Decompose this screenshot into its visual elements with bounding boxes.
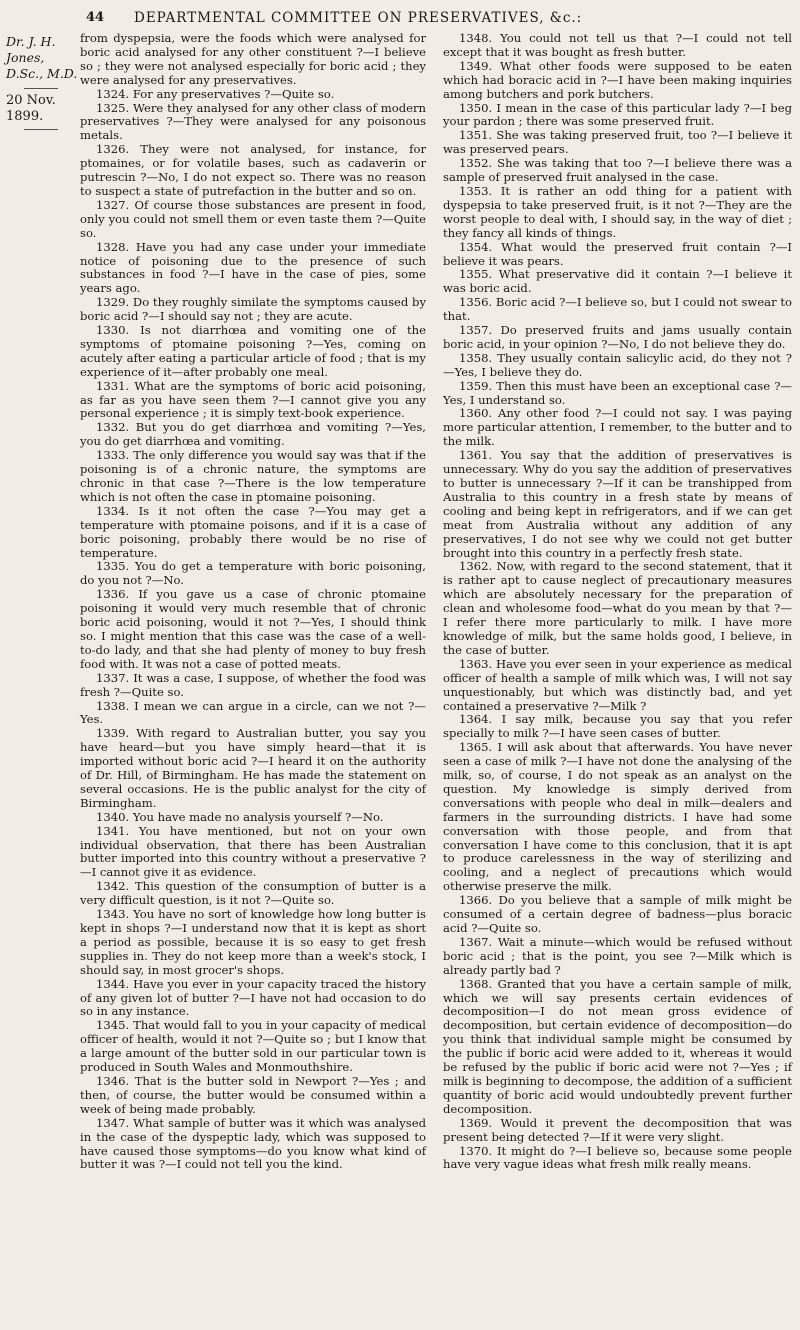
paragraph: 1332. But you do get diarrhœa and vomiting ?—Yes, you do get diarrhœa and vomiting. [80, 420, 426, 449]
paragraph: 1363. Have you ever seen in your experience as medical officer of health a sample of milk which was, I will not say unquestionably, but which was distinctly bad, and yet contained a preservative ?—Milk ? [443, 656, 792, 713]
margin-divider [24, 129, 58, 130]
paragraph: 1342. This question of the consumption of butter is a very difficult question, is it not ?—Quite so. [80, 879, 426, 908]
hearing-date: 20 Nov. 1899. [6, 93, 56, 124]
paragraph: 1344. Have you ever in your capacity traced the history of any given lot of butter ?—I have not had occasion to do so in any instance. [80, 976, 426, 1019]
paragraph: 1366. Do you believe that a sample of milk might be consumed of a certain degree of badness—plus boracic acid ?—Quite so. [443, 893, 792, 935]
paragraph: 1347. What sample of butter was it which was analysed in the case of the dyspeptic lady, which was supposed to have caused those symptoms—do you know what kind of butter it was ?—I could not tell you the kind. [80, 1115, 426, 1172]
paragraph: 1365. I will ask about that afterwards. You have never seen a case of milk ?—I have not done the analysing of the milk, so, of course, I do not speak as an analyst on the question. My knowledge is simply derived from conversations with people who deal in milk—dealers and farmers in the surrounding districts. I have had some conversation with those people, and from that conversation I have come to this conclusion, that it is apt to produce carelessness in the way of sterilizing and cooling, and a neglect of precautions which would otherwise preserve the milk. [443, 740, 792, 894]
paragraph: 1326. They were not analysed, for instance, for ptomaines, or for volatile bases, such as cadaverin or putrescin ?—No, I do not expect so. There was no reason to suspect a state of putrefaction in the butter and so on. [80, 142, 426, 198]
paragraph: 1350. I mean in the case of this particular lady ?—I beg your pardon ; there was some preserved fruit. [443, 100, 792, 129]
paragraph: 1352. She was taking that too ?—I believe there was a sample of preserved fruit analysed in the case. [443, 156, 792, 185]
paragraph: 1353. It is rather an odd thing for a patient with dyspepsia to take preserved fruit, is it not ?—They are the worst people to deal with, I should say, in the way of diet ; they fancy all kinds of things. [443, 183, 792, 240]
paragraph: 1369. Would it prevent the decomposition that was present being detected ?—If it were very slight. [443, 1115, 792, 1144]
paragraph: from dyspepsia, were the foods which were analysed for boric acid analysed for any other constituent ?—I believe so ; they were not analysed especially for boric acid ; they were analysed for any preservatives. [80, 31, 426, 87]
paragraph: 1370. It might do ?—I believe so, because some people have very vague ideas what fresh milk really means. [443, 1143, 792, 1172]
paragraph: 1331. What are the symptoms of boric acid poisoning, as far as you have seen them ?—I cannot give you any personal experience ; it is simply text-book experience. [80, 378, 426, 421]
paragraph: 1361. You say that the addition of preservatives is unnecessary. Why do you say the addition of preservatives to butter is unnecessary ?—If it can be transhipped from Australia to this country in a fresh state by means of cooling and being kept in refrigerators, and if we can get meat from Australia without any addition of any preservatives, I do not see why we could not get butter brought into this country in a perfectly fresh state. [443, 448, 792, 560]
paragraph: 1341. You have mentioned, but not on your own individual observation, that there has been Australian butter imported into this country without a preservative ?—I cannot give it as evidence. [80, 823, 426, 880]
paragraph: 1340. You have made no analysis yourself ?—No. [96, 809, 384, 824]
paragraph: 1356. Boric acid ?—I believe so, but I could not swear to that. [443, 295, 792, 324]
paragraph: 1343. You have no sort of knowledge how long butter is kept in shops ?—I understand now that it is kept as short a period as possible, because it is so easy to get fresh supplies in. They do not keep more than a week's stock, I should say, in most grocer's shops. [80, 907, 426, 977]
page-number: 44 [86, 10, 105, 25]
paragraph: 1360. Any other food ?—I could not say. I was paying more particular attention, I remember, to the butter and to the milk. [443, 406, 792, 449]
paragraph: 1328. Have you had any case under your immediate notice of poisoning due to the presence of such substances in food ?—I have in the case of pies, some years ago. [80, 239, 426, 296]
paragraph: 1354. What would the preserved fruit contain ?—I believe it was pears. [443, 239, 792, 268]
margin-note [6, 34, 78, 130]
margin-divider [24, 88, 58, 89]
paragraph: 1339. With regard to Australian butter, you say you have heard—but you have simply heard—that it is imported without boric acid ?—I heard it on the authority of Dr. Hill, of Birmingham. He has made the statement on several occasions. He is the public analyst for the city of Birmingham. [80, 726, 426, 810]
paragraph: 1325. Were they analysed for any other class of modern preservatives ?—They were analysed for any poisonous metals. [80, 100, 426, 143]
paragraph: 1357. Do preserved fruits and jams usually contain boric acid, in your opinion ?—No, I do not believe they do. [443, 323, 792, 351]
paragraph: 1329. Do they roughly similate the symptoms caused by boric acid ?—I should say not ; they are acute. [80, 295, 426, 324]
paragraph: 1324. For any preservatives ?—Quite so. [96, 86, 335, 101]
running-title: DEPARTMENTAL COMMITTEE ON PRESERVATIVES, &c.: [134, 10, 583, 26]
paragraph: 1364. I say milk, because you say that you refer specially to milk ?—I have seen cases of butter. [443, 712, 792, 741]
paragraph: 1367. Wait a minute—which would be refused without boric acid ; that is the point, you see ?—Milk which is already partly bad ? [443, 934, 792, 977]
witness-name: Dr. J. H. Jones, D.Sc., M.D. [6, 34, 78, 81]
paragraph: 1349. What other foods were supposed to be eaten which had boracic acid in ?—I have been making inquiries among butchers and pork butchers. [443, 58, 792, 101]
paragraph: 1345. That would fall to you in your capacity of medical officer of health, would it not ?—Quite so ; but I know that a large amount of the butter sold in our particular town is produced in South Wales and Monmouthshire. [80, 1018, 426, 1075]
paragraph: 1327. Of course those substances are present in food, only you could not smell them or even taste them ?—Quite so. [80, 197, 426, 240]
paragraph: 1335. You do get a temperature with boric poisoning, do you not ?—No. [80, 559, 426, 588]
paragraph: 1358. They usually contain salicylic acid, do they not ? —Yes, I believe they do. [443, 350, 792, 379]
left-column [80, 32, 426, 1172]
paragraph: 1359. Then this must have been an exceptional case ?— Yes, I understand so. [443, 378, 792, 407]
paragraph: 1337. It was a case, I suppose, of whether the food was fresh ?—Quite so. [80, 670, 426, 699]
paragraph: 1362. Now, with regard to the second statement, that it is rather apt to cause neglect of precautionary measures which are absolutely necessary for the preparation of clean and wholesome food—what do you mean by that ?— I refer there more particularly to milk. I have more knowledge of milk, but the same holds good, I believe, in the case of butter. [443, 559, 792, 657]
paragraph: 1348. You could not tell us that ?—I could not tell except that it was bought as fresh butter. [443, 31, 792, 59]
paragraph: 1346. That is the butter sold in Newport ?—Yes ; and then, of course, the butter would be consumed within a week of being made probably. [80, 1073, 426, 1116]
paragraph: 1355. What preservative did it contain ?—I believe it was boric acid. [443, 267, 792, 296]
page-header [80, 8, 792, 30]
paragraph: 1334. Is it not often the case ?—You may get a temperature with ptomaine poisons, and if it is a case of boric poisoning, probably there would be no rise of temperature. [80, 503, 426, 560]
paragraph: 1368. Granted that you have a certain sample of milk, which we will say presents certain evidences of decomposition—I do not mean gross evidence of decomposition, but certain evidence of decomposition—do you think that individual sample might be consumed by the public if boric acid were added to it, whereas it would be refused by the public if boric acid were not ?—Yes ; if milk is beginning to decompose, the addition of a sufficient quantity of boric acid would undoubtedly prevent further decomposition. [443, 976, 792, 1116]
right-column [443, 32, 792, 1172]
paragraph: 1351. She was taking preserved fruit, too ?—I believe it was preserved pears. [443, 128, 792, 157]
paragraph: 1336. If you gave us a case of chronic ptomaine poisoning it would very much resemble that of chronic boric acid poisoning, would it not ?—Yes, I should think so. I might mention that this case was the case of a well-to-do lady, and that she had plenty of money to buy fresh food with. It was not a case of potted meats. [80, 587, 426, 671]
paragraph: 1338. I mean we can argue in a circle, can we not ?—Yes. [80, 698, 426, 727]
paragraph: 1333. The only difference you would say was that if the poisoning is of a chronic nature, the symptoms are chronic in that case ?—There is the low temperature which is not often the case in ptomaine poisoning. [80, 448, 426, 504]
paragraph: 1330. Is not diarrhœa and vomiting one of the symptoms of ptomaine poisoning ?—Yes, coming on acutely after eating a particular article of food ; that is my experience of it—after probably one meal. [80, 323, 426, 379]
